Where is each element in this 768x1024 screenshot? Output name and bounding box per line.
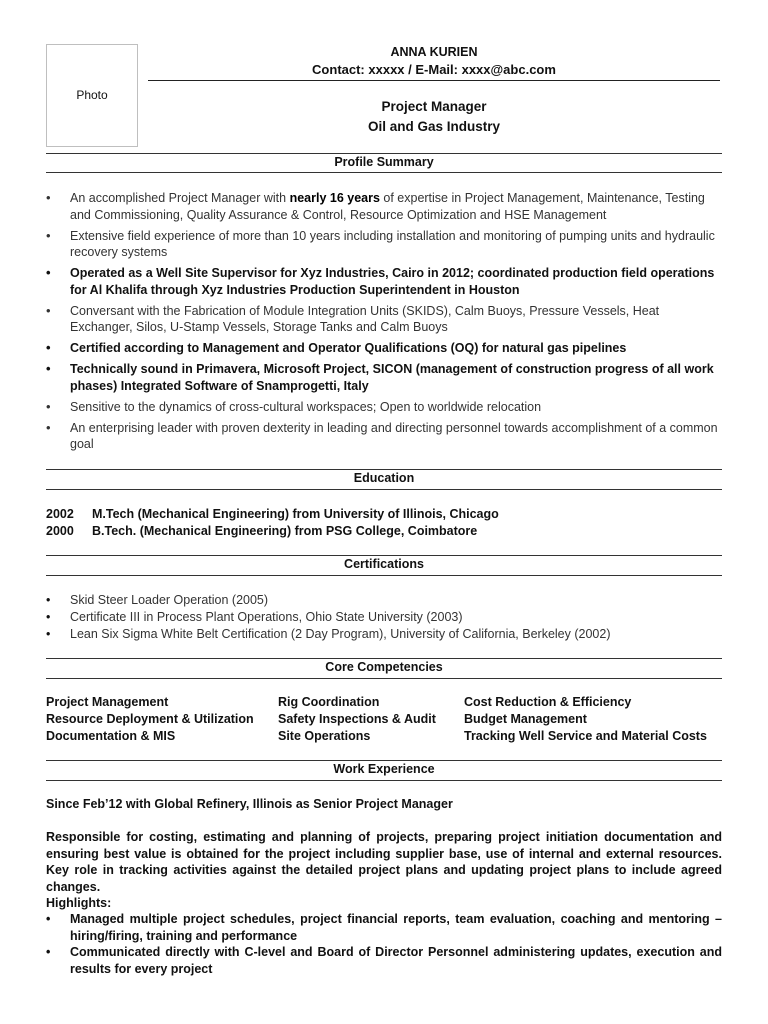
education-degree: M.Tech (Mechanical Engineering) from University of Illinois, Chicago bbox=[92, 507, 499, 521]
section-rule bbox=[46, 575, 722, 576]
section-rule bbox=[46, 555, 722, 556]
highlights-list bbox=[46, 911, 722, 977]
education-row bbox=[46, 506, 722, 523]
list-item: • Certified according to Management and Operator Qualifications (OQ) for natural gas pipelines bbox=[46, 340, 722, 357]
competency-item: Tracking Well Service and Material Costs bbox=[464, 729, 707, 743]
work-experience-heading: Work Experience bbox=[333, 762, 435, 776]
education-heading: Education bbox=[353, 471, 415, 485]
job-title: Project Manager bbox=[381, 99, 487, 114]
competency-column bbox=[278, 694, 436, 745]
section-rule bbox=[46, 172, 722, 173]
education-list bbox=[46, 506, 722, 539]
role-line: Since Feb’12 with Global Refinery, Illinois as Senior Project Manager bbox=[46, 797, 453, 811]
list-item bbox=[46, 190, 722, 223]
list-item: • Skid Steer Loader Operation (2005) bbox=[46, 592, 722, 609]
education-year: 2002 bbox=[46, 507, 74, 521]
section-rule bbox=[46, 153, 722, 154]
competency-item: Project Management bbox=[46, 695, 169, 709]
section-rule bbox=[46, 780, 722, 781]
certifications-heading: Certifications bbox=[344, 557, 424, 571]
experience-highlight: nearly 16 years bbox=[289, 191, 380, 205]
list-item: • Sensitive to the dynamics of cross-cultural workspaces; Open to worldwide relocation bbox=[46, 399, 722, 416]
section-rule bbox=[46, 658, 722, 659]
competency-item: Site Operations bbox=[278, 729, 371, 743]
competency-item: Cost Reduction & Efficiency bbox=[464, 695, 632, 709]
list-item: • Conversant with the Fabrication of Module Integration Units (SKIDS), Calm Buoys, Pressure Vessels, Heat Exchanger, Silos, U-Stamp Vessels, Storage Tanks and Calm Buoys bbox=[46, 303, 722, 336]
industry-title: Oil and Gas Industry bbox=[367, 119, 501, 134]
education-row bbox=[46, 523, 722, 540]
list-item: • Communicated directly with C-level and Board of Director Personnel administering updates, execution and results for every project bbox=[46, 944, 722, 977]
education-year: 2000 bbox=[46, 523, 74, 538]
competency-item: Resource Deployment & Utilization bbox=[46, 712, 254, 726]
photo-placeholder bbox=[46, 44, 138, 147]
section-rule bbox=[46, 469, 722, 470]
photo-label: Photo bbox=[76, 88, 108, 102]
list-item: • Operated as a Well Site Supervisor for Xyz Industries, Cairo in 2012; coordinated production field operations for Al Khalifa through Xyz Industries Production Superintendent in Houston bbox=[46, 265, 722, 298]
list-item: • Technically sound in Primavera, Microsoft Project, SICON (management of construction progress of all work phases) Integrated Software of Snamprogetti, Italy bbox=[46, 361, 722, 394]
competency-item: Budget Management bbox=[464, 712, 587, 726]
list-item: • Extensive field experience of more than 10 years including installation and monitoring of pumping units and hydraulic recovery systems bbox=[46, 228, 722, 261]
candidate-name: ANNA KURIEN bbox=[390, 45, 478, 59]
competency-item: Documentation & MIS bbox=[46, 729, 176, 743]
core-competencies-heading: Core Competencies bbox=[325, 660, 443, 674]
list-item: • Certificate III in Process Plant Operations, Ohio State University (2003) bbox=[46, 609, 722, 626]
contact-info: Contact: xxxxx / E-Mail: xxxx@abc.com bbox=[312, 62, 556, 77]
section-rule bbox=[46, 760, 722, 761]
role-summary: Responsible for costing, estimating and planning of projects, preparing project initiation documentation and ensuring best value is obtained for the project including supplier base, use of internal and external resources. Key role in tracking activities against the detailed project plans and updating project plans to include agreed changes. bbox=[46, 830, 722, 894]
section-rule bbox=[46, 678, 722, 679]
profile-summary-heading: Profile Summary bbox=[334, 155, 434, 169]
education-degree: B.Tech. (Mechanical Engineering) from PSG College, Coimbatore bbox=[92, 523, 478, 538]
list-item: • Lean Six Sigma White Belt Certification (2 Day Program), University of California, Berkeley (2002) bbox=[46, 626, 722, 643]
profile-summary-list bbox=[46, 190, 722, 457]
highlights-label: Highlights: bbox=[46, 896, 112, 910]
list-item: • Managed multiple project schedules, project financial reports, team evaluation, coaching and mentoring – hiring/firing, training and performance bbox=[46, 911, 722, 944]
competency-item: Rig Coordination bbox=[278, 695, 380, 709]
section-rule bbox=[46, 489, 722, 490]
competency-item: Safety Inspections & Audit bbox=[278, 712, 436, 726]
list-item: • An enterprising leader with proven dexterity in leading and directing personnel towards accomplishment of a common goal bbox=[46, 420, 722, 453]
competency-column bbox=[46, 694, 254, 745]
competency-column bbox=[464, 694, 707, 745]
certifications-list bbox=[46, 592, 722, 643]
list-item-text: of expertise in Project Management, Maintenance, Testing and Commissioning, Quality Assurance & Control, Resource Optimization and HSE Management bbox=[70, 191, 705, 222]
list-item-text: An accomplished Project Manager with bbox=[70, 191, 290, 205]
header-divider bbox=[148, 80, 720, 81]
